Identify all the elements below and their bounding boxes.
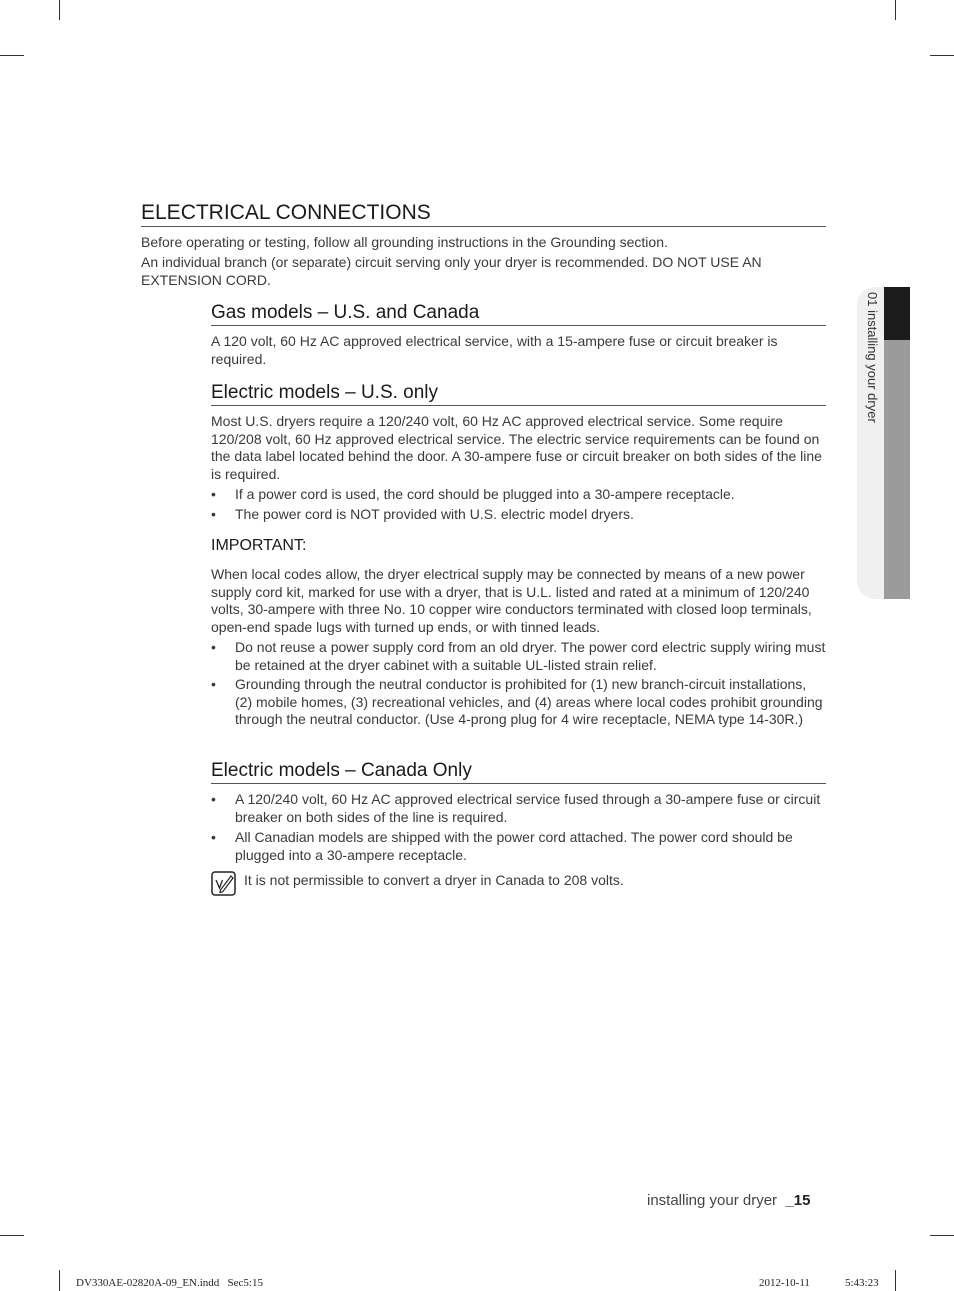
crop-mark xyxy=(59,0,60,20)
section-heading-electric-canada: Electric models – Canada Only xyxy=(211,760,826,784)
note-text: It is not permissible to convert a dryer in Canada to 208 volts. xyxy=(244,872,624,888)
bullet-icon: • xyxy=(211,486,216,502)
slug-time: 5:43:23 xyxy=(845,1277,879,1289)
chapter-tab-marker xyxy=(884,287,910,340)
crop-mark xyxy=(895,0,896,20)
list-item-text: A 120/240 volt, 60 Hz AC approved electrical service fused through a 30-ampere fuse or circuit breaker on both sides of the line is required. xyxy=(235,791,821,825)
list-item xyxy=(211,486,826,504)
list-item xyxy=(211,506,826,524)
list-item xyxy=(211,676,826,729)
crop-mark xyxy=(930,1235,954,1236)
bullet-icon: • xyxy=(211,639,216,655)
list-item-text: Grounding through the neutral conductor is prohibited for (1) new branch-circuit installations, (2) mobile homes, (3) recreational vehicles, and (4) areas where local codes prohibit grounding through the neutral conductor. (Use 4-prong plug for 4 wire receptacle, NEMA type 14-30R.) xyxy=(235,676,823,727)
bullet-icon: • xyxy=(211,829,216,845)
intro-paragraph: Before operating or testing, follow all grounding instructions in the Grounding section. xyxy=(141,234,668,250)
page-footer xyxy=(647,1192,810,1209)
important-paragraph: When local codes allow, the dryer electrical supply may be connected by means of a new power supply cord kit, marked for use with a dryer, that is U.L. listed and rated at a minimum of 120/240 volts, 30-ampere with three No. 10 copper wire conductors terminated with closed loop terminals, open-end spade lugs with turned up ends, or with tinned leads. xyxy=(211,566,812,635)
electric-us-paragraph: Most U.S. dryers require a 120/240 volt, 60 Hz AC approved electrical service. Some require 120/208 volt, 60 Hz approved electrical service. The electric service requirements can be found on the data label located behind the door. A 30-ampere fuse or circuit breaker on both sides of the line is required. xyxy=(211,413,822,482)
list-item-text: The power cord is NOT provided with U.S. electric model dryers. xyxy=(235,506,634,522)
section-heading-electric-us: Electric models – U.S. only xyxy=(211,382,826,406)
bullet-icon: • xyxy=(211,791,216,807)
slug-date: 2012-10-11 xyxy=(759,1277,810,1289)
page-title: ELECTRICAL CONNECTIONS xyxy=(141,201,826,227)
section-heading-gas: Gas models – U.S. and Canada xyxy=(211,302,826,326)
bullet-icon: • xyxy=(211,676,216,692)
bullet-icon: • xyxy=(211,506,216,522)
slug-file: DV330AE-02820A-09_EN.indd Sec5:15 xyxy=(76,1277,263,1289)
footer-section: installing your dryer xyxy=(647,1192,778,1209)
important-heading: IMPORTANT: xyxy=(211,537,307,554)
intro-paragraph: An individual branch (or separate) circuit serving only your dryer is recommended. DO NOT USE AN EXTENSION CORD. xyxy=(141,254,762,288)
list-item xyxy=(211,639,826,674)
crop-mark xyxy=(0,1235,24,1236)
list-item-text: All Canadian models are shipped with the power cord attached. The power cord should be plugged into a 30-ampere receptacle. xyxy=(235,829,793,863)
chapter-tab-label: 01 installing your dryer xyxy=(865,292,880,423)
crop-mark xyxy=(895,1270,896,1291)
crop-mark xyxy=(59,1270,60,1291)
list-item xyxy=(211,829,826,864)
list-item xyxy=(211,791,826,826)
page-number: _15 xyxy=(785,1192,811,1209)
gas-paragraph: A 120 volt, 60 Hz AC approved electrical service, with a 15-ampere fuse or circuit breaker is required. xyxy=(211,333,778,367)
note-pencil-icon xyxy=(211,871,236,896)
crop-mark xyxy=(0,55,24,56)
crop-mark xyxy=(930,55,954,56)
list-item-text: If a power cord is used, the cord should be plugged into a 30-ampere receptacle. xyxy=(235,486,735,502)
list-item-text: Do not reuse a power supply cord from an old dryer. The power cord electric supply wiring must be retained at the dryer cabinet with a suitable UL-listed strain relief. xyxy=(235,639,826,673)
